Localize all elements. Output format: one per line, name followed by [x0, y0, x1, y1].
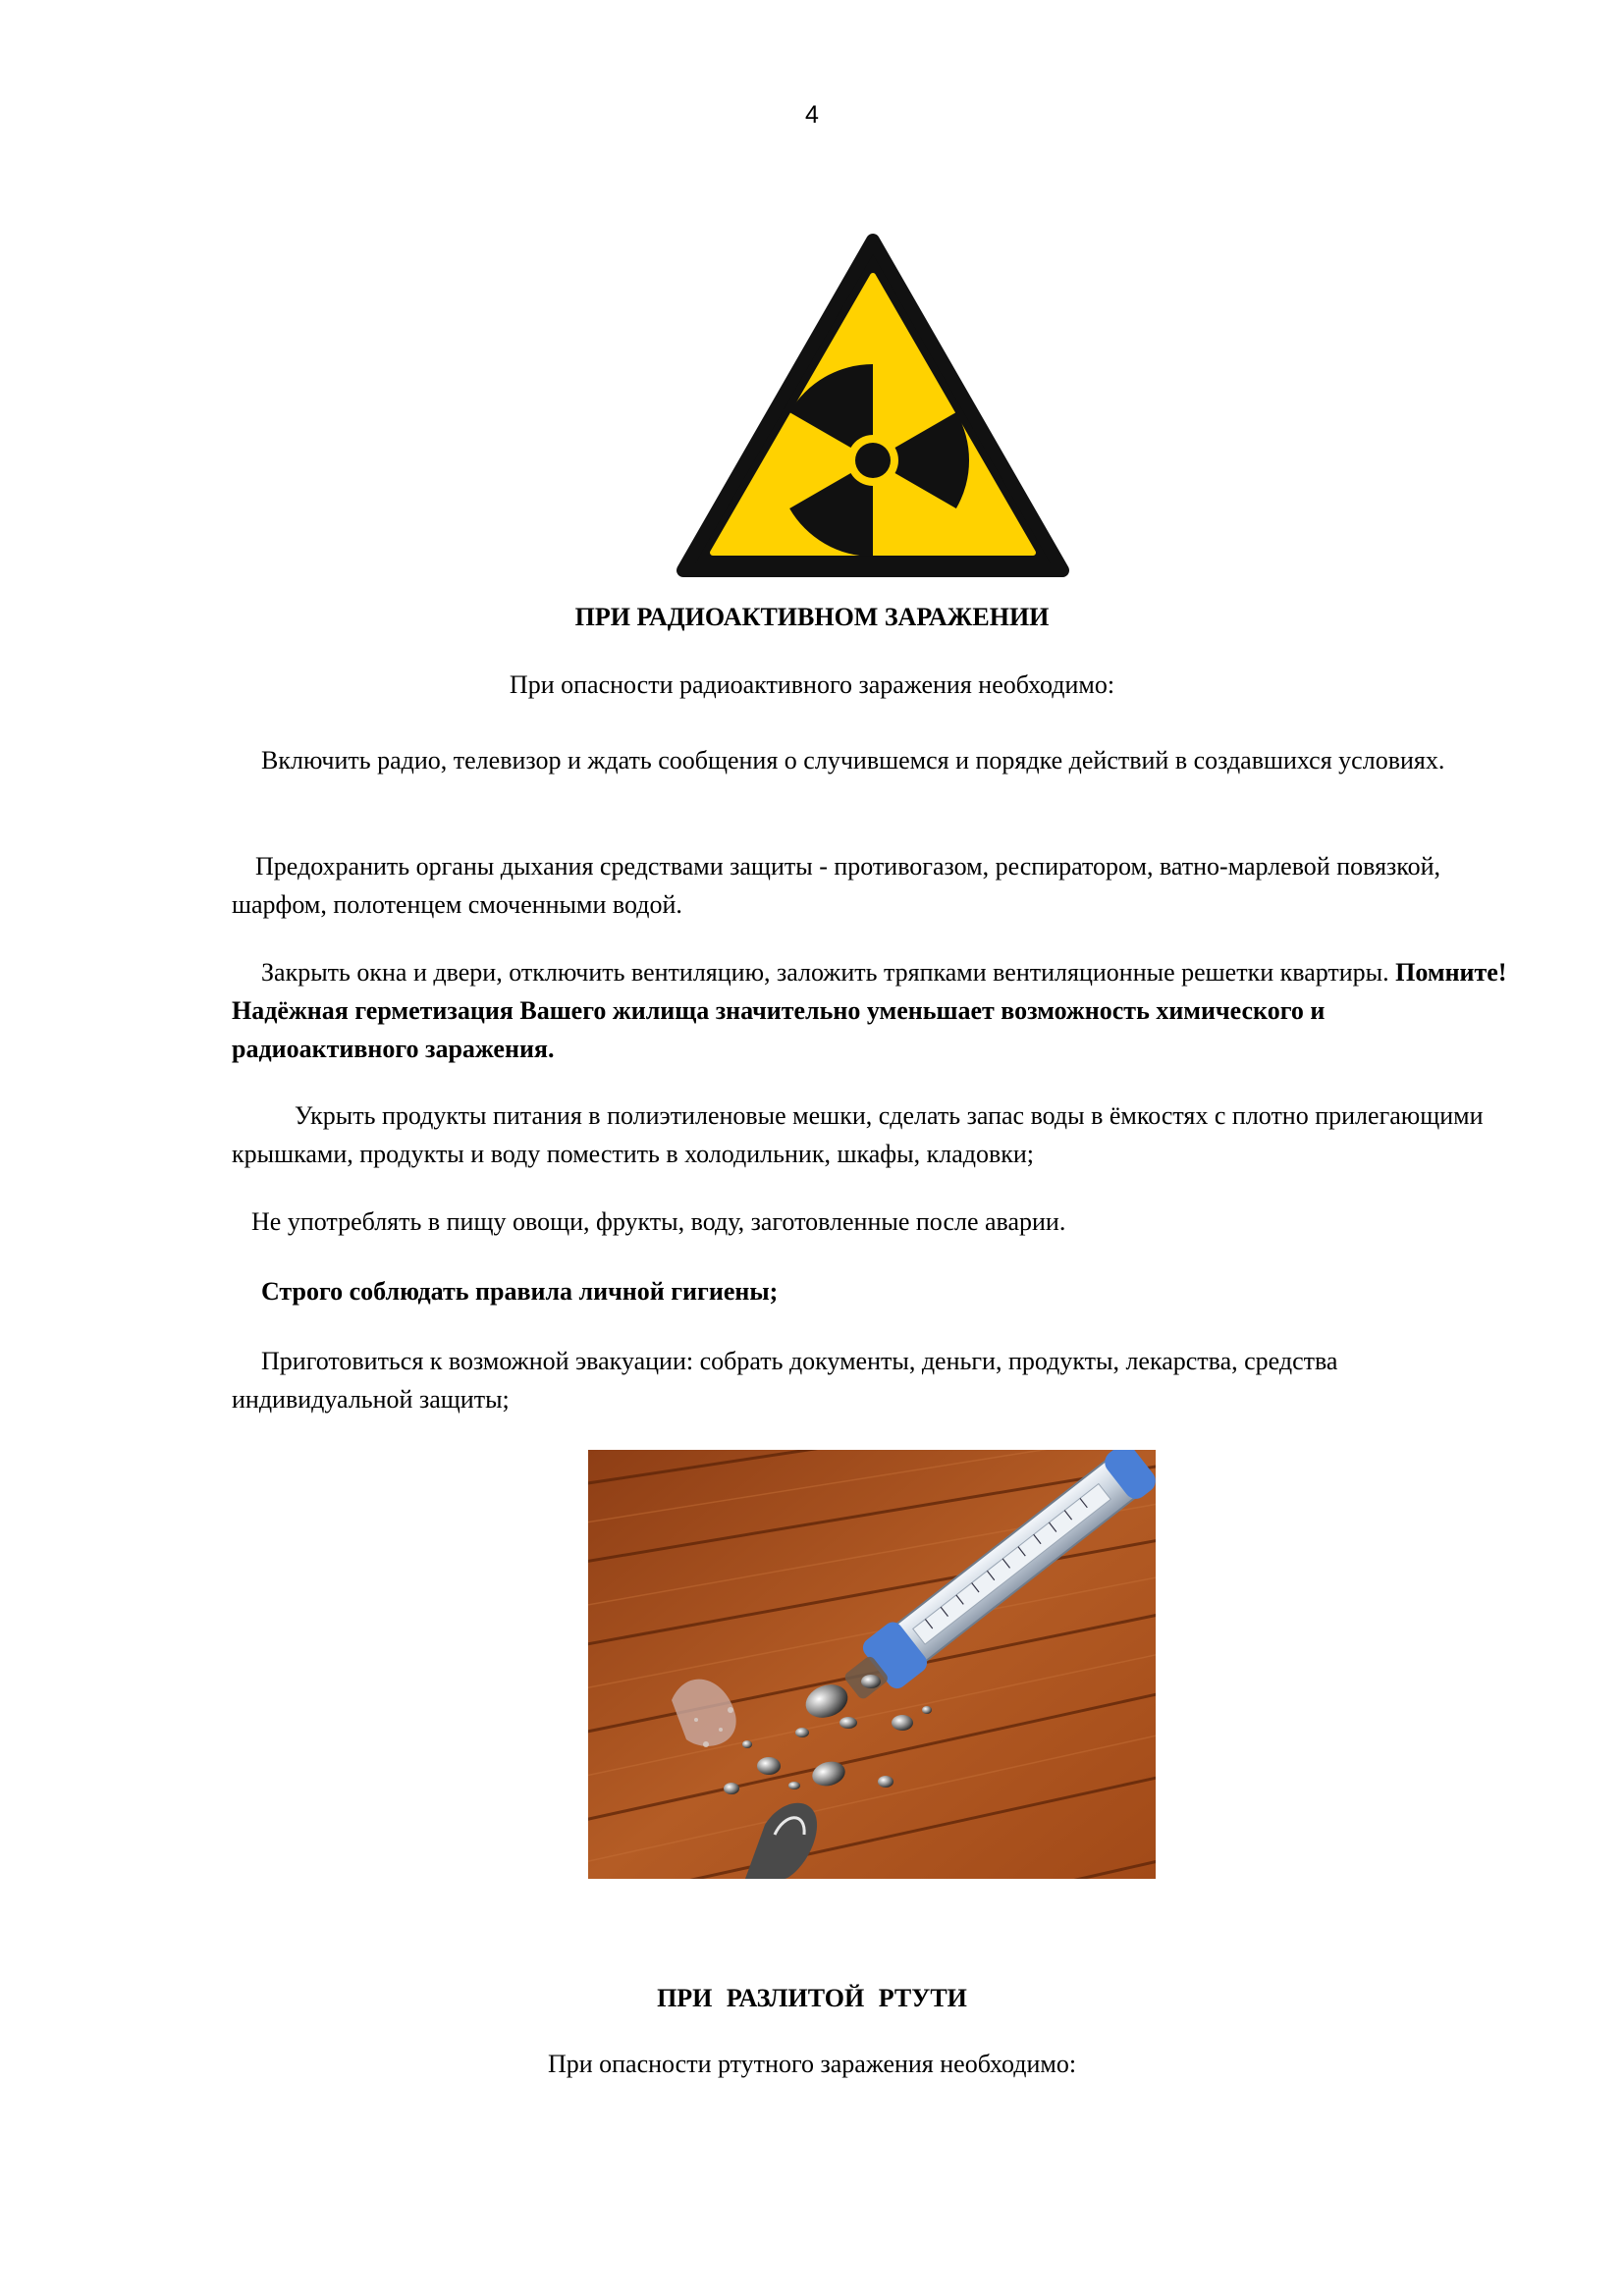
section-heading-mercury: ПРИ РАЗЛИТОЙ РТУТИ — [657, 1984, 967, 2012]
instruction-paragraph: Предохранить органы дыхания средствами защиты - противогазом, респиратором, ватно-марлевой повязкой, шарфом, полотенцем смоченными водой. — [232, 852, 1441, 919]
page-number: 4 — [805, 101, 819, 129]
instruction-paragraph: Укрыть продукты питания в полиэтиленовые мешки, сделать запас воды в ёмкостях с плотно прилегающими крышками, продукты и воду поместить в холодильник, шкафы, кладовки; — [232, 1101, 1484, 1168]
section-intro-mercury: При опасности ртутного заражения необходимо: — [547, 2050, 1077, 2078]
warning-note: Помните! Надёжная герметизация Вашего жилища значительно уменьшает возможность химического и радиоактивного заражения. — [232, 958, 1507, 1063]
instruction-paragraph: Не употреблять в пищу овощи, фрукты, воду, заготовленные после аварии. — [251, 1207, 1066, 1236]
instruction-paragraph — [232, 953, 1508, 1068]
instruction-paragraph: Приготовиться к возможной эвакуации: собрать документы, деньги, продукты, лекарства, средства индивидуальной защиты; — [232, 1347, 1338, 1414]
instruction-text: Закрыть окна и двери, отключить вентиляцию, заложить тряпками вентиляционные решетки квартиры. — [261, 958, 1389, 987]
broken-thermometer-mercury-icon — [588, 1450, 1156, 1879]
section-heading-radiation: ПРИ РАДИОАКТИВНОМ ЗАРАЖЕНИИ — [574, 603, 1050, 631]
radiation-warning-icon — [676, 233, 1070, 578]
instruction-paragraph: Включить радио, телевизор и ждать сообщения о случившемся и порядке действий в создавшихся условиях. — [261, 746, 1445, 774]
instruction-paragraph-bold: Строго соблюдать правила личной гигиены; — [261, 1277, 779, 1306]
section-intro-radiation: При опасности радиоактивного заражения необходимо: — [509, 670, 1115, 699]
